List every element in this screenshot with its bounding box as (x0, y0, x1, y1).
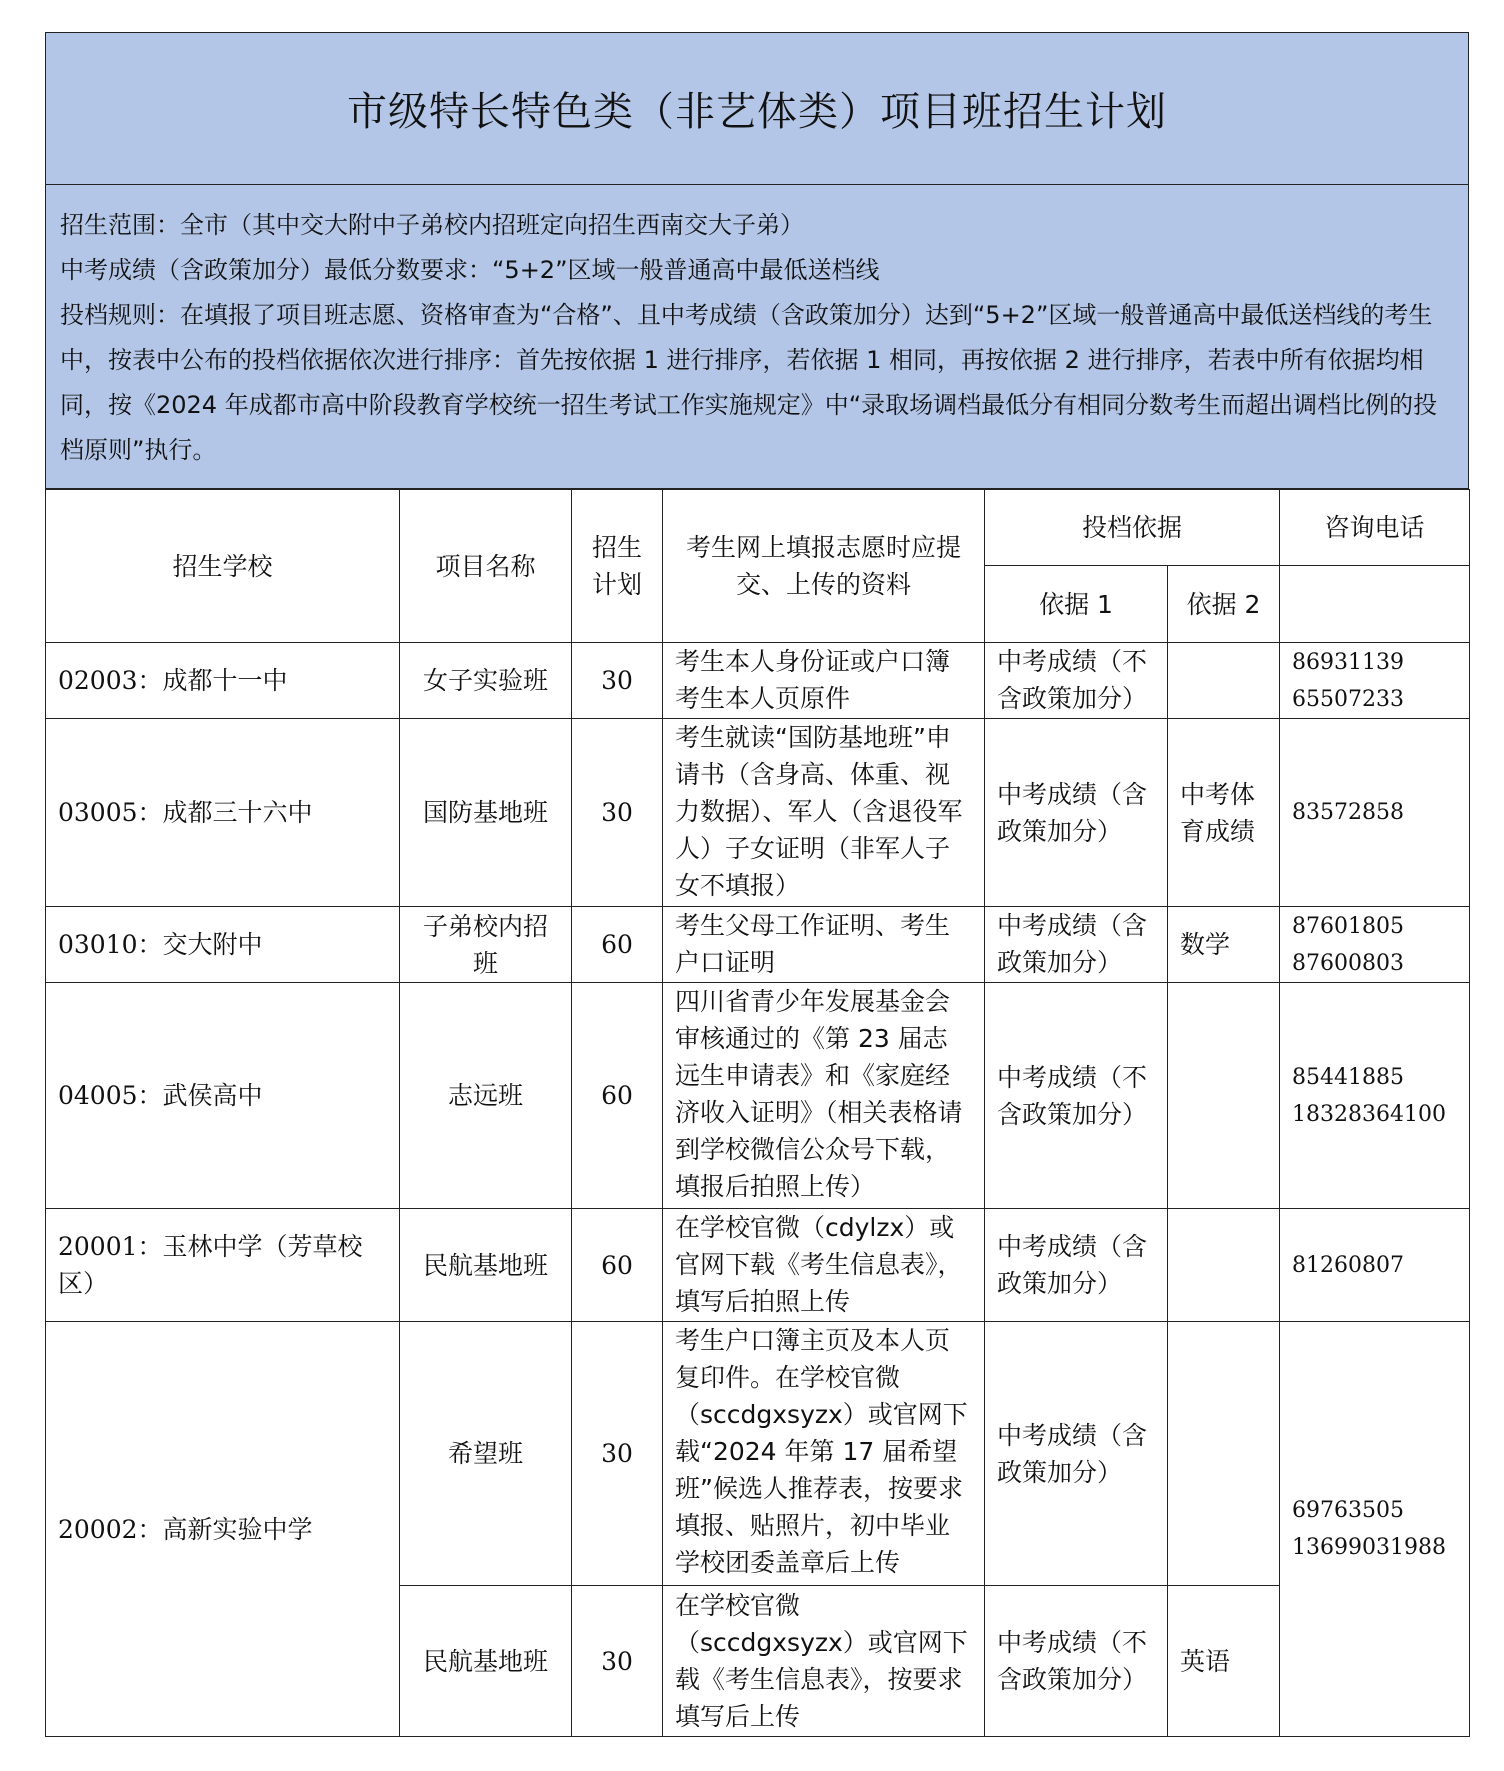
header-basis: 投档依据 (985, 490, 1280, 566)
page-title: 市级特长特色类（非艺体类）项目班招生计划 (347, 89, 1167, 135)
plan-cell: 30 (572, 1586, 663, 1737)
plan-table (45, 489, 1470, 1737)
materials-cell: 考生本人身份证或户口簿考生本人页原件 (663, 643, 985, 719)
materials-cell: 考生就读“国防基地班”申请书（含身高、体重、视力数据）、军人（含退役军人）子女证明（非军人子女不填报） (663, 719, 985, 907)
phone-number: 86931139 (1292, 649, 1404, 675)
materials-cell: 四川省青少年发展基金会审核通过的《第 23 届志远生申请表》和《家庭经济收入证明》（相关表格请到学校微信公众号下载，填报后拍照上传） (663, 983, 985, 1209)
plan-cell: 60 (572, 907, 663, 983)
header-phone-blank (1280, 566, 1470, 643)
admission-plan-sheet (45, 32, 1469, 1737)
header-school: 招生学校 (46, 490, 400, 643)
basis2-cell: 数学 (1168, 907, 1280, 983)
phone-cell (1280, 1322, 1470, 1737)
header-basis-2: 依据 2 (1168, 566, 1280, 643)
school-cell: 20001：玉林中学（芳草校区） (46, 1209, 400, 1322)
plan-cell: 60 (572, 1209, 663, 1322)
project-cell: 国防基地班 (400, 719, 572, 907)
header-basis-1: 依据 1 (985, 566, 1168, 643)
school-cell: 02003：成都十一中 (46, 643, 400, 719)
project-cell: 民航基地班 (400, 1209, 572, 1322)
project-cell: 希望班 (400, 1322, 572, 1586)
project-cell: 民航基地班 (400, 1586, 572, 1737)
project-cell: 子弟校内招班 (400, 907, 572, 983)
header-project: 项目名称 (400, 490, 572, 643)
school-cell: 20002：高新实验中学 (46, 1322, 400, 1737)
phone-cell (1280, 907, 1470, 983)
basis2-cell (1168, 1322, 1280, 1586)
basis2-cell (1168, 1209, 1280, 1322)
plan-cell: 30 (572, 719, 663, 907)
project-cell: 女子实验班 (400, 643, 572, 719)
materials-cell: 在学校官微（sccdgxsyzx）或官网下载《考生信息表》，按要求填写后上传 (663, 1586, 985, 1737)
table-row (46, 643, 1470, 719)
project-cell: 志远班 (400, 983, 572, 1209)
plan-cell: 60 (572, 983, 663, 1209)
phone-number: 69763505 (1292, 1498, 1404, 1523)
materials-cell: 考生户口簿主页及本人页复印件。在学校官微（sccdgxsyzx）或官网下载“2024 年第 17 届希望班”候选人推荐表，按要求填报、贴照片，初中毕业学校团委盖章后上传 (663, 1322, 985, 1586)
header-materials: 考生网上填报志愿时应提交、上传的资料 (663, 490, 985, 643)
phone-number: 87601805 (1292, 913, 1404, 939)
basis1-cell: 中考成绩（不含政策加分） (985, 643, 1168, 719)
info-score-requirement: 中考成绩（含政策加分）最低分数要求：“5+2”区域一般普通高中最低送档线 (60, 256, 880, 284)
school-cell: 04005：武侯高中 (46, 983, 400, 1209)
info-scope: 招生范围：全市（其中交大附中子弟校内招班定向招生西南交大子弟） (60, 211, 804, 239)
plan-cell: 30 (572, 1322, 663, 1586)
school-cell: 03010：交大附中 (46, 907, 400, 983)
info-rule: 投档规则：在填报了项目班志愿、资格审查为“合格”、且中考成绩（含政策加分）达到“5+2”区域一般普通高中最低送档线的考生中，按表中公布的投档依据依次进行排序：首先按依据 1 进行排序，若依据 1 相同，再按依据 2 进行排序，若表中所有依据均相同，按《2024 年成都市高中阶段教育学校统一招生考试工作实施规定》中“录取场调档最低分有相同分数考生而超出调档比例的投档原则”执行。 (60, 301, 1438, 464)
school-cell: 03005：成都三十六中 (46, 719, 400, 907)
table-row (46, 1209, 1470, 1322)
phone-cell (1280, 1209, 1470, 1322)
basis1-cell: 中考成绩（含政策加分） (985, 719, 1168, 907)
basis1-cell: 中考成绩（不含政策加分） (985, 1586, 1168, 1737)
phone-number: 83572858 (1292, 800, 1404, 825)
phone-cell (1280, 983, 1470, 1209)
header-plan: 招生计划 (572, 490, 663, 643)
basis1-cell: 中考成绩（含政策加分） (985, 907, 1168, 983)
phone-number: 65507233 (1292, 686, 1404, 712)
basis1-cell: 中考成绩（不含政策加分） (985, 983, 1168, 1209)
basis1-cell: 中考成绩（含政策加分） (985, 1322, 1168, 1586)
basis2-cell: 英语 (1168, 1586, 1280, 1737)
phone-number: 81260807 (1292, 1252, 1404, 1278)
phone-number: 18328364100 (1292, 1101, 1446, 1127)
header-phone: 咨询电话 (1280, 490, 1470, 566)
plan-cell: 30 (572, 643, 663, 719)
phone-cell (1280, 643, 1470, 719)
phone-number: 13699031988 (1292, 1535, 1446, 1560)
info-panel (45, 185, 1469, 489)
phone-number: 85441885 (1292, 1064, 1404, 1090)
basis2-cell (1168, 983, 1280, 1209)
table-row (46, 719, 1470, 907)
materials-cell: 考生父母工作证明、考生户口证明 (663, 907, 985, 983)
basis2-cell (1168, 643, 1280, 719)
phone-number: 87600803 (1292, 950, 1404, 976)
table-row (46, 983, 1470, 1209)
table-row (46, 1322, 1470, 1586)
phone-cell (1280, 719, 1470, 907)
materials-cell: 在学校官微（cdylzx）或官网下载《考生信息表》，填写后拍照上传 (663, 1209, 985, 1322)
table-row (46, 907, 1470, 983)
basis2-cell: 中考体育成绩 (1168, 719, 1280, 907)
basis1-cell: 中考成绩（含政策加分） (985, 1209, 1168, 1322)
title-banner (45, 32, 1469, 185)
